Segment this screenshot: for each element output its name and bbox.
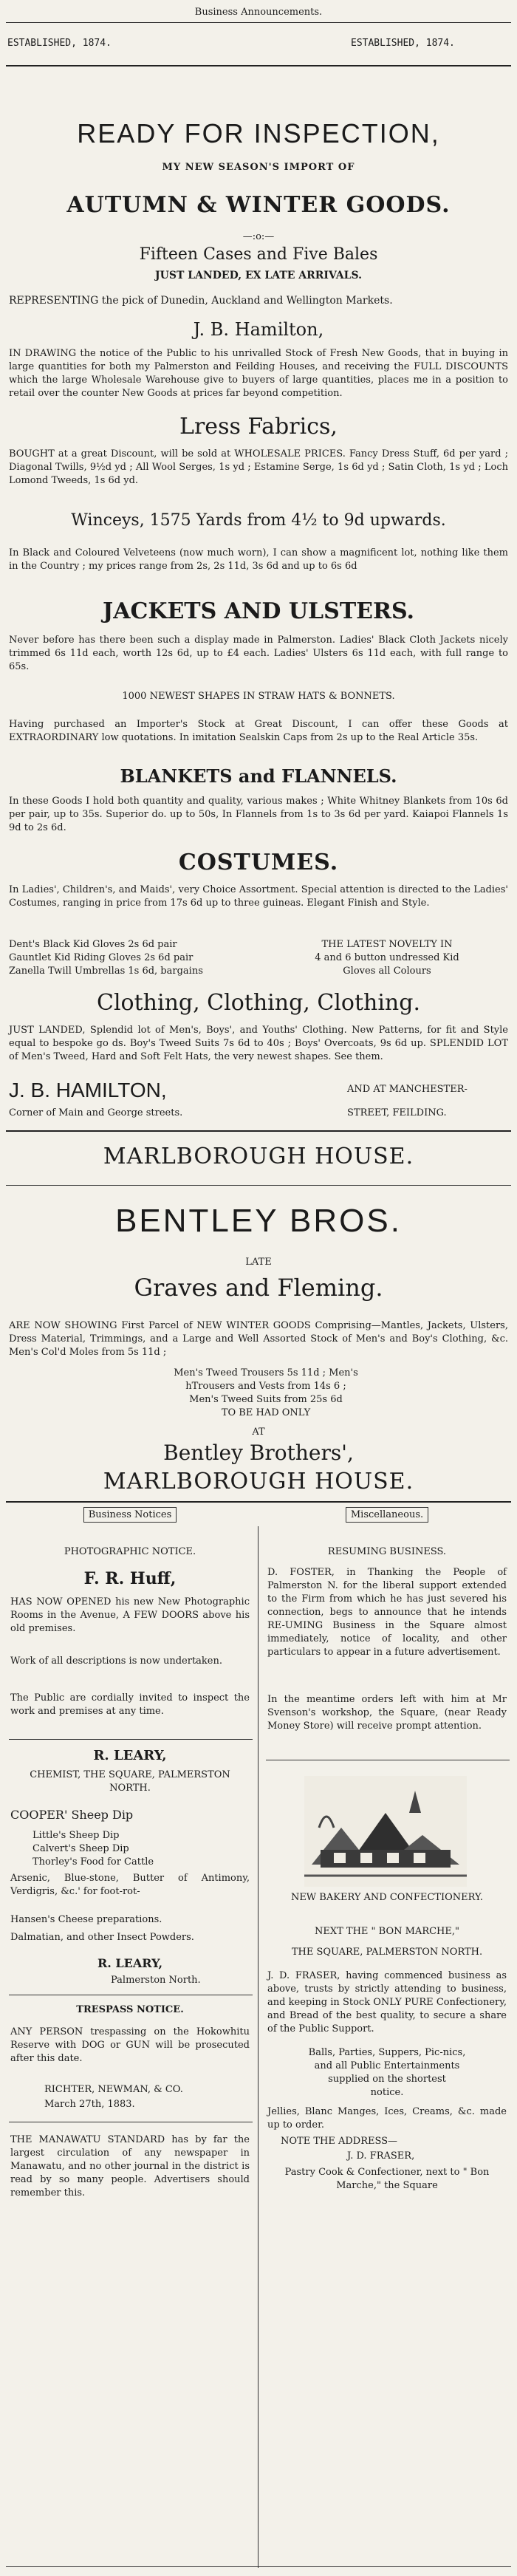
blankets-text: In these Goods I hold both quantity and quality, various makes ; White Whitney Blankets from 10s 6d per pair, up to 35s. Superior do. up to 50s, In Flannels from 1s to 3s 6d per yard. Kaiapoi Flannels 1s 9d to 2s 6d. [9,796,508,833]
square-address: THE SQUARE, PALMERSTON NORTH. [291,1947,483,1958]
jackets-text: Never before has there been such a display made in Palmerston. Ladies' Black Cloth Jackets nicely trimmed 6s 11d each, worth 12s 6d, up to £4 each. Ladies' Ulsters 6s 11d each, with full range to 65s. [9,635,508,672]
fraser-text: J. D. FRASER, having commenced business as above, trusts by strictly attending to business, and keeping in Stock ONLY PURE Confectionery, and Bread of the best quality, to secure a share of the Public Support. [267,1970,507,2035]
hansen-line: Hansen's Cheese preparations. [10,1914,162,1925]
established-left: ESTABLISHED, 1874. [7,38,112,49]
marlborough-house-footer: MARLBOROUGH HOUSE. [103,1469,414,1494]
photo-notice-title: PHOTOGRAPHIC NOTICE. [64,1546,196,1557]
resuming-title: RESUMING BUSINESS. [327,1546,447,1557]
manchester-line: AND AT MANCHESTER- [347,1084,468,1095]
dalmatian-line: Dalmatian, and other Insect Powders. [10,1932,194,1943]
balls-line: and all Public Entertainments [314,2060,460,2071]
bentley-brothers: Bentley Brothers', [163,1441,354,1465]
marlborough-line: hTrousers and Vests from 14s 6 ; [185,1381,346,1392]
business-notices-title: Business Notices [83,1507,177,1523]
hamilton-signature: J. B. HAMILTON, [9,1079,167,1101]
bakery-title: NEW BAKERY AND CONFECTIONERY. [290,1892,484,1903]
marlborough-line: Men's Tweed Suits from 25s 6d [189,1394,343,1405]
established-right: ESTABLISHED, 1874. [351,38,455,49]
pastry-cook: Pastry Cook & Confectioner, next to " Bon Marche," the Square [284,2167,490,2191]
divider [6,1501,511,1503]
miscellaneous-label [263,1509,511,1522]
clothing-text: JUST LANDED, Splendid lot of Men's, Boys', and Youths' Clothing. New Patterns, for fit and Style equal to bespoke go ds. Boy's Tweed Suits 7s 6d to 40s ; Boys' Overcoats, 9s 6d up. SPLENDID LOT of Men's Tweed, Hard and Soft Felt Hats, the very newest shapes. See them. [9,1025,508,1062]
arsenic-text: Arsenic, Blue-stone, Butter of Antimony, Verdigris, &c.' for foot-rot- [10,1873,250,1897]
cases-line: Fifteen Cases and Five Bales [139,245,378,264]
gloves-left [9,938,260,978]
gloves-right-line: THE LATEST NOVELTY IN [321,939,453,950]
cooper-dip: COOPER' Sheep Dip [10,1808,134,1822]
jellies-text: Jellies, Blanc Manges, Ices, Creams, &c. made up to order. [267,2106,507,2131]
huff-public: The Public are cordially invited to inspect the work and premises at any time. [10,1692,250,1717]
trespass-date: March 27th, 1883. [44,2099,135,2110]
velveteens-text: In Black and Coloured Velveteens (now much worn), I can show a magnificent lot, nothing like them in the Country ; my prices range from 2s, 2s 11d, 3s 6d and up to 6s 6d [9,547,508,572]
hamilton-name: J. B. Hamilton, [193,319,324,340]
divider [6,1185,511,1186]
huff-work: Work of all descriptions is now undertaken. [10,1656,222,1667]
divider [6,2566,511,2567]
gloves-left-line: Zanella Twill Umbrellas 1s 6d, bargains [9,966,203,977]
divider [6,65,511,66]
landed-line: JUST LANDED, EX LATE ARRIVALS. [155,270,362,281]
trespass-text: ANY PERSON trespassing on the Hokowhitu Reserve with DOG or GUN will be prosecuted after this date. [10,2026,250,2064]
balls-line: notice. [370,2087,404,2098]
season-subline: MY NEW SEASON'S IMPORT OF [162,162,355,173]
fraser-signature: J. D. FRASER, [347,2150,415,2162]
marlborough-line: Men's Tweed Trousers 5s 11d ; Men's [174,1367,358,1378]
gloves-right-line: Gloves all Colours [343,966,431,977]
winceys-line: Winceys, 1575 Yards from 4½ to 9d upwards. [71,511,446,530]
costumes-text: In Ladies', Children's, and Maids', very Choice Assortment. Special attention is directed to the Ladies' Costumes, ranging in price from 17s 6d up to three guineas. Elegant Finish and Style. [9,884,508,909]
bakery-building-icon [304,1776,467,1887]
divider [6,1130,511,1132]
straw-hats-line: 1000 NEWEST SHAPES IN STRAW HATS & BONNETS. [122,691,395,702]
blankets-heading: BLANKETS and FLANNELS. [120,765,397,787]
business-notices-label [6,1509,254,1522]
leary-chemist: CHEMIST, THE SQUARE, PALMERSTON NORTH. [30,1769,230,1794]
dip-item: Calvert's Sheep Dip [32,1843,129,1854]
corner-address: Corner of Main and George streets. [9,1107,183,1118]
ornament: —:o:— [242,231,275,242]
feilding-line: STREET, FEILDING. [347,1107,447,1118]
importer-text: Having purchased an Importer's Stock at Great Discount, I can offer these Goods at EXTRAORDINARY low quotations. In imitation Sealskin Caps from 2s up to the Real Article 35s. [9,719,508,743]
at-label: AT [252,1427,265,1438]
bentley-bros: BENTLEY BROS. [115,1203,402,1239]
jackets-heading: JACKETS AND ULSTERS. [103,598,414,624]
in-drawing-text: IN DRAWING the notice of the Public to his unrivalled Stock of Fresh New Goods, that in buying in large quantities for both my Palmerston and Feilding Houses, and receiving the FULL DISCOUNTS which the large Wholesale Warehouse give to buyers of large quantities, places me in a position to retail over the counter New Goods at prices far beyond competition. [9,348,508,399]
trespass-title: TRESPASS NOTICE. [76,2004,184,2015]
foster-meantime: In the meantime orders left with him at Mr Svenson's workshop, the Square, (near Ready Money Store) will receive prompt attention. [267,1694,507,1732]
gloves-left-line: Dent's Black Kid Gloves 2s 6d pair [9,939,177,950]
leary-location: Palmerston North. [111,1975,201,1986]
leary-heading: R. LEARY, [93,1748,167,1763]
dress-fabrics-heading: Lress Fabrics, [179,414,338,440]
leary-signature: R. LEARY, [97,1956,163,1970]
huff-text: HAS NOW OPENED his new New Photographic Rooms in the Avenue, A FEW DOORS above his old premises. [10,1596,250,1634]
late-label: LATE [245,1257,272,1268]
graves-fleming: Graves and Fleming. [134,1274,383,1302]
dips-list [32,1829,250,1869]
divider [9,1739,253,1740]
standard-text: THE MANAWATU STANDARD has by far the largest circulation of any newspaper in Manawatu, and no other journal in the district is read by so many people. Advertisers should remember this. [10,2134,250,2199]
representing-line: REPRESENTING the pick of Dunedin, Auckland and Wellington Markets. [9,295,393,307]
gloves-right [266,938,508,978]
marlborough-line: TO BE HAD ONLY [221,1407,311,1418]
dress-text: BOUGHT at a great Discount, will be sold at WHOLESALE PRICES. Fancy Dress Stuff, 6d per yard ; Diagonal Twills, 9½d yd ; All Wool Serges, 1s yd ; Estamine Serge, 1s 6d yd ; Satin Cloth, 1s yd ; Loch Lomond Tweeds, 1s 6d yd. [9,448,508,486]
huff-name: F. R. Huff, [83,1569,177,1588]
showing-text: ARE NOW SHOWING First Parcel of NEW WINTER GOODS Comprising—Mantles, Jackets, Ulsters, Dress Material, Trimmings, and a Large and Well Assorted Stock of Men's and Boy's Clothing, &c. Men's Col'd Moles from 5s 11d ; [9,1320,508,1358]
ready-headline: READY FOR INSPECTION, [77,118,440,148]
clothing-heading: Clothing, Clothing, Clothing. [96,990,420,1016]
next-the: NEXT THE " BON MARCHE," [315,1926,459,1937]
balls-block [263,2046,511,2100]
marlborough-lines [118,1367,414,1420]
section-title: Business Announcements. [194,7,323,18]
marlborough-house-heading: MARLBOROUGH HOUSE. [103,1144,414,1169]
dip-item: Thorley's Food for Cattle [32,1856,154,1868]
gloves-left-line: Gauntlet Kid Riding Gloves 2s 6d pair [9,952,194,963]
foster-text: D. FOSTER, in Thanking the People of Palmerston N. for the liberal support extended to the Firm from which he has just severed his connection, begs to announce that he intends RE-UMING Business in the Square almost immediately, notice of locality, and other particulars to appear in a future advertisement. [267,1567,507,1658]
header-rule [6,22,511,23]
note-address: NOTE THE ADDRESS— [281,2136,398,2147]
balls-line: Balls, Parties, Suppers, Pic-nics, [308,2047,466,2058]
balls-line: supplied on the shortest [328,2074,446,2085]
dip-item: Little's Sheep Dip [32,1830,120,1841]
miscellaneous-title: Miscellaneous. [346,1507,428,1523]
gloves-right-line: 4 and 6 button undressed Kid [315,952,459,963]
costumes-heading: COSTUMES. [178,850,339,875]
trespass-signature: RICHTER, NEWMAN, & CO. [44,2084,183,2095]
autumn-winter-heading: AUTUMN & WINTER GOODS. [66,192,451,218]
